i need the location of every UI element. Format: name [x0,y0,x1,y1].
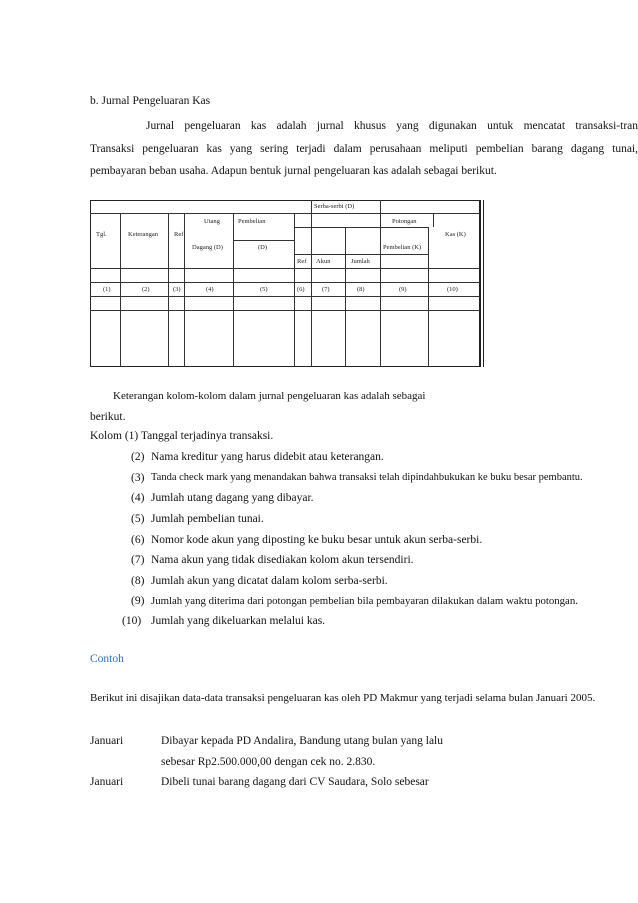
example-label: Contoh [90,653,124,665]
table-double-border [480,200,484,367]
header-pembelian: Pembelian [238,218,266,225]
example-entry-line-1: Dibayar kepada PD Andalira, Bandung utang bulan yang lalu [161,735,443,747]
explanation-item-text: Jumlah pembelian tunai. [151,513,264,525]
col-number: (8) [357,286,365,293]
col-line [380,200,381,367]
col-line [311,200,312,367]
col-line [184,213,185,367]
example-entry-line-2: sebesar Rp2.500.000,00 dengan cek no. 2.830. [161,756,376,768]
col-line [233,213,234,367]
header-akun: Akun [316,258,331,265]
col-number: (3) [173,286,181,293]
col-number: (10) [447,286,458,293]
col-line [345,227,346,367]
col-number: (1) [103,286,111,293]
paragraph-line-2: Transaksi pengeluaran kas yang sering terjadi dalam perusahaan meliputi pembelian barang dagang tunai, [90,143,638,155]
row-line [90,296,480,297]
table-border [90,200,480,367]
journal-table [90,200,484,370]
row-line [90,282,480,283]
header-d: (D) [258,244,268,251]
row-line [90,310,480,311]
explanation-item-number: (6) [131,534,145,546]
explanation-item-number: (3) [131,472,145,484]
explanation-item-text: Tanda check mark yang menandakan bahwa transaksi telah dipindahbukukan ke buku besar pembantu. [151,472,583,483]
col-line [168,213,169,367]
col-line [294,213,295,367]
explanation-item-number: (10) [122,615,142,627]
explanation-kolom-1: Kolom (1) Tanggal terjadinya transaksi. [90,430,274,442]
example-month: Januari [90,735,124,747]
section-heading: b. Jurnal Pengeluaran Kas [90,95,211,107]
col-line [428,227,429,367]
col-number: (6) [297,286,305,293]
header-potongan: Potongan [392,218,417,225]
explanation-item-text: Jumlah yang dikeluarkan melalui kas. [151,615,326,627]
col-number: (2) [142,286,150,293]
explanation-item-number: (9) [131,595,145,607]
col-line [433,213,434,227]
col-line [120,310,121,367]
header-serba-serbi: Serba-serbi (D) [314,203,355,210]
explanation-intro-line-1: Keterangan kolom-kolom dalam jurnal pengeluaran kas adalah sebagai [113,390,426,402]
header-pembelian-k: Pembelian (K) [383,244,422,251]
header-dagang: Dagang (D) [192,244,223,251]
explanation-item-text: Jumlah akun yang dicatat dalam kolom serba-serbi. [151,575,388,587]
header-tgl: Tgl. [96,231,107,238]
paragraph-line-3: pembayaran beban usaha. Adapun bentuk jurnal pengeluaran kas adalah sebagai berikut. [90,165,497,177]
row-line [233,240,294,241]
header-kas: Kas (K) [445,231,466,238]
row-line [294,254,428,255]
explanation-item-text: Jumlah utang dagang yang dibayar. [151,492,314,504]
example-intro: Berikut ini disajikan data-data transaksi pengeluaran kas oleh PD Makmur yang terjadi selama bulan Januari 2005. [90,692,596,704]
col-number: (4) [206,286,214,293]
col-number: (5) [260,286,268,293]
header-keterangan: Keterangan [128,231,158,238]
example-month: Januari [90,776,124,788]
row-line [90,213,480,214]
header-ref2: Ref [297,258,307,265]
explanation-item-text: Jumlah yang diterima dari potongan pembelian bila pembayaran dilakukan dalam waktu potongan. [151,595,578,607]
explanation-item-number: (2) [131,451,145,463]
row-line [90,268,480,269]
explanation-item-text: Nama akun yang tidak disediakan kolom akun tersendiri. [151,554,414,566]
explanation-item-number: (8) [131,575,145,587]
col-number: (9) [399,286,407,293]
explanation-item-text: Nama kreditur yang harus didebit atau keterangan. [151,451,384,463]
explanation-item-text: Nomor kode akun yang diposting ke buku besar untuk akun serba-serbi. [151,534,483,546]
explanation-intro-line-2: berikut. [90,411,126,423]
explanation-item-number: (4) [131,492,145,504]
header-utang: Utang [204,218,220,225]
col-number: (7) [322,286,330,293]
explanation-item-number: (7) [131,554,145,566]
paragraph-line-1: Jurnal pengeluaran kas adalah jurnal khusus yang digunakan untuk mencatat transaksi-tran [146,120,638,132]
explanation-item-number: (5) [131,513,145,525]
header-ref: Ref [174,231,184,238]
example-entry-line-1: Dibeli tunai barang dagang dari CV Saudara, Solo sebesar [161,776,429,788]
header-jumlah: Jumlah [351,258,370,265]
row-line [294,227,428,228]
